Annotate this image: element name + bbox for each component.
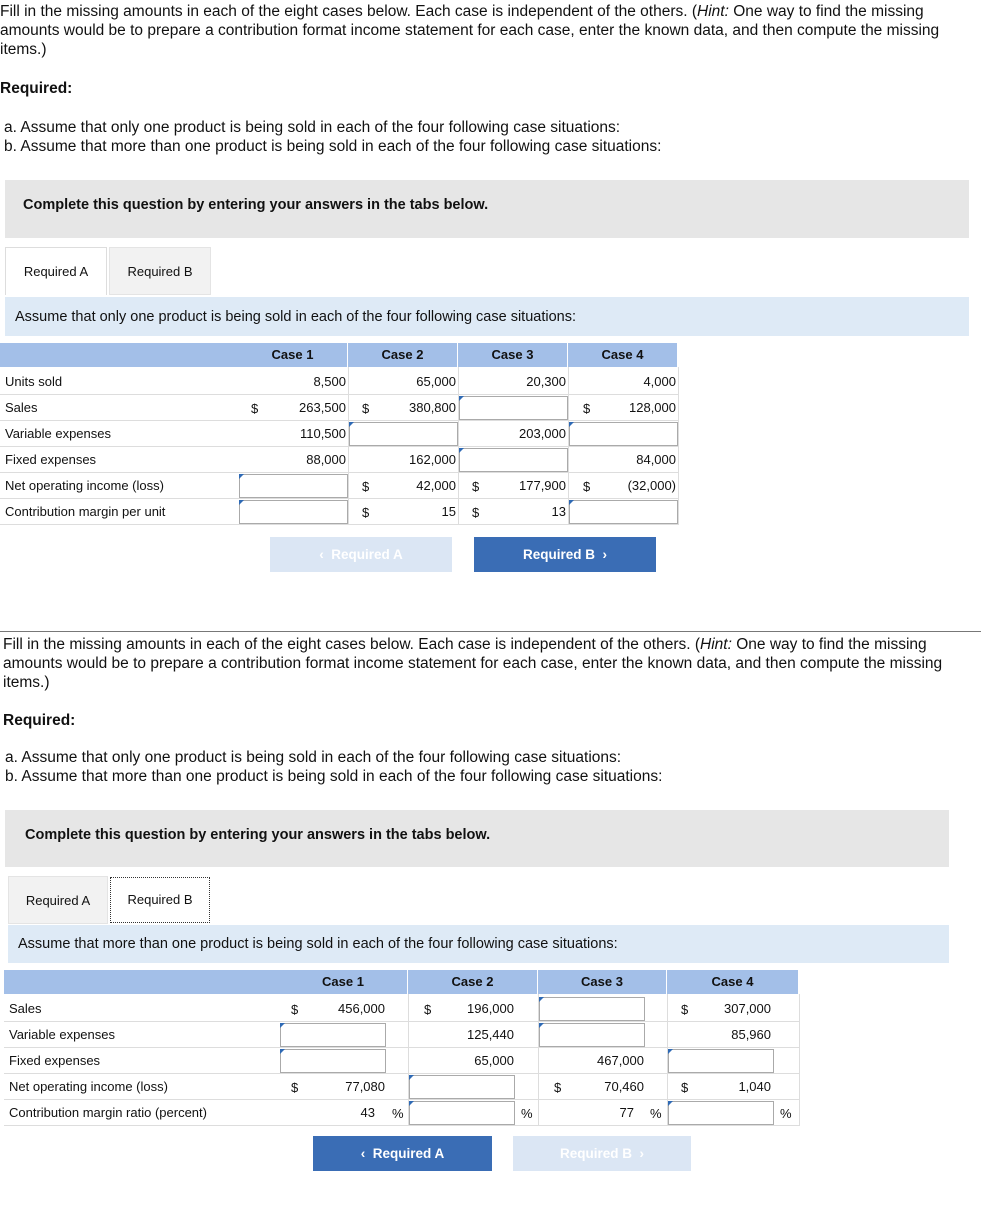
row-label-units-sold: Units sold [0,369,238,395]
case4-variable-expenses: 85,960 [731,1027,771,1042]
case1-cm-ratio: 43 [360,1105,375,1120]
header-case-3: Case 3 [538,970,667,994]
case3-fixed-expenses: 467,000 [597,1053,644,1068]
case2-sales: 196,000 [467,1001,514,1016]
case2-units-sold: 65,000 [416,374,456,389]
header-case-1: Case 1 [238,343,348,367]
row-label-net-operating-income: Net operating income (loss) [4,1074,279,1100]
row-label-net-operating-income: Net operating income (loss) [0,473,238,499]
case2-cm-ratio-input[interactable] [409,1101,515,1125]
case4-fixed-expenses-input[interactable] [668,1049,774,1073]
header-label-cell [4,970,279,994]
dollar-sign: $ [291,1080,299,1095]
case1-noi: 77,080 [345,1079,385,1094]
assumption-note: Assume that more than one product is being sold in each of the four following case situations: [8,925,949,963]
case2-variable-expenses-input[interactable] [349,422,458,446]
instruction-banner: Complete this question by entering your answers in the tabs below. [5,810,949,867]
case2-fixed-expenses: 162,000 [409,452,456,467]
case4-variable-expenses-input[interactable] [569,422,678,446]
case1-fixed-expenses-input[interactable] [280,1049,386,1073]
case2-fixed-expenses: 65,000 [474,1053,514,1068]
prev-required-a-button[interactable]: ‹ Required A [313,1136,492,1171]
case3-cm-ratio: 77 [619,1105,634,1120]
case2-noi-input[interactable] [409,1075,515,1099]
case4-fixed-expenses: 84,000 [636,452,676,467]
instruction-banner: Complete this question by entering your answers in the tabs below. [5,180,969,238]
row-label-fixed-expenses: Fixed expenses [0,447,238,473]
tab-required-b[interactable]: Required B [110,877,210,923]
dollar-sign: $ [583,401,591,416]
case3-units-sold: 20,300 [526,374,566,389]
case1-fixed-expenses: 88,000 [306,452,346,467]
case3-noi: 177,900 [519,478,566,493]
percent-sign: % [780,1106,792,1121]
dollar-sign: $ [554,1080,562,1095]
tab-required-a[interactable]: Required A [5,247,107,295]
dollar-sign: $ [472,479,480,494]
row-label-cm-ratio: Contribution margin ratio (percent) [4,1100,279,1126]
case3-fixed-expenses-input[interactable] [459,448,568,472]
tab-required-b[interactable]: Required B [109,247,211,295]
header-case-4: Case 4 [667,970,799,994]
case3-cm-per-unit: 13 [551,504,566,519]
case3-variable-expenses-input[interactable] [539,1023,645,1047]
dollar-sign: $ [681,1002,689,1017]
table-required-a [0,343,680,525]
case4-sales: 307,000 [724,1001,771,1016]
case4-noi: (32,000) [627,478,676,493]
case1-sales: 263,500 [299,400,346,415]
case1-noi-input[interactable] [239,474,348,498]
next-required-b-button[interactable]: Required B › [474,537,656,572]
required-list: a. Assume that only one product is being sold in each of the four following case situations: b. Assume that more than one product is being sold in each of the four following case situations: [5,749,663,785]
header-label-cell [0,343,238,367]
case4-units-sold: 4,000 [643,374,676,389]
row-label-cm-per-unit: Contribution margin per unit [0,499,238,525]
dollar-sign: $ [362,505,370,520]
dollar-sign: $ [424,1002,432,1017]
case2-noi: 42,000 [416,478,456,493]
row-label-sales: Sales [4,996,279,1022]
dollar-sign: $ [681,1080,689,1095]
case1-cm-per-unit-input[interactable] [239,500,348,524]
case1-units-sold: 8,500 [313,374,346,389]
case1-sales: 456,000 [338,1001,385,1016]
header-case-2: Case 2 [348,343,458,367]
row-label-variable-expenses: Variable expenses [4,1022,279,1048]
case3-sales-input[interactable] [459,396,568,420]
case4-cm-per-unit-input[interactable] [569,500,678,524]
instructions-text: Fill in the missing amounts in each of the eight cases below. Each case is independent of the others. (Hint: One way to find the missing amounts would be to prepare a contribution format income statement for each case, enter the known data, and then compute the missing items.) [3,636,943,691]
case2-cm-per-unit: 15 [441,504,456,519]
prev-required-a-button[interactable]: ‹ Required A [270,537,452,572]
assumption-note: Assume that only one product is being sold in each of the four following case situations: [5,297,969,336]
case3-sales-input[interactable] [539,997,645,1021]
percent-sign: % [392,1106,404,1121]
row-label-sales: Sales [0,395,238,421]
instructions-text: Fill in the missing amounts in each of the eight cases below. Each case is independent of the others. (Hint: One way to find the missing amounts would be to prepare a contribution format income statement for each case, enter the known data, and then compute the missing items.) [0,3,940,58]
case2-sales: 380,800 [409,400,456,415]
header-case-1: Case 1 [279,970,408,994]
dollar-sign: $ [251,401,259,416]
case1-variable-expenses-input[interactable] [280,1023,386,1047]
dollar-sign: $ [362,401,370,416]
required-list: a. Assume that only one product is being sold in each of the four following case situations: b. Assume that more than one product is being sold in each of the four following case situations: [4,119,662,155]
required-heading: Required: [0,80,73,97]
tab-required-a[interactable]: Required A [8,876,108,924]
case4-cm-ratio-input[interactable] [668,1101,774,1125]
header-case-2: Case 2 [408,970,538,994]
dollar-sign: $ [291,1002,299,1017]
case3-variable-expenses: 203,000 [519,426,566,441]
row-label-variable-expenses: Variable expenses [0,421,238,447]
header-case-3: Case 3 [458,343,568,367]
dollar-sign: $ [362,479,370,494]
next-required-b-button[interactable]: Required B › [513,1136,691,1171]
case3-noi: 70,460 [604,1079,644,1094]
case1-variable-expenses: 110,500 [299,426,346,441]
case2-variable-expenses: 125,440 [467,1027,514,1042]
divider [0,631,981,632]
case4-noi: 1,040 [738,1079,771,1094]
percent-sign: % [521,1106,533,1121]
header-case-4: Case 4 [568,343,678,367]
table-required-b [4,970,800,1126]
dollar-sign: $ [583,479,591,494]
row-label-fixed-expenses: Fixed expenses [4,1048,279,1074]
percent-sign: % [650,1106,662,1121]
dollar-sign: $ [472,505,480,520]
required-heading: Required: [3,712,76,729]
case4-sales: 128,000 [629,400,676,415]
